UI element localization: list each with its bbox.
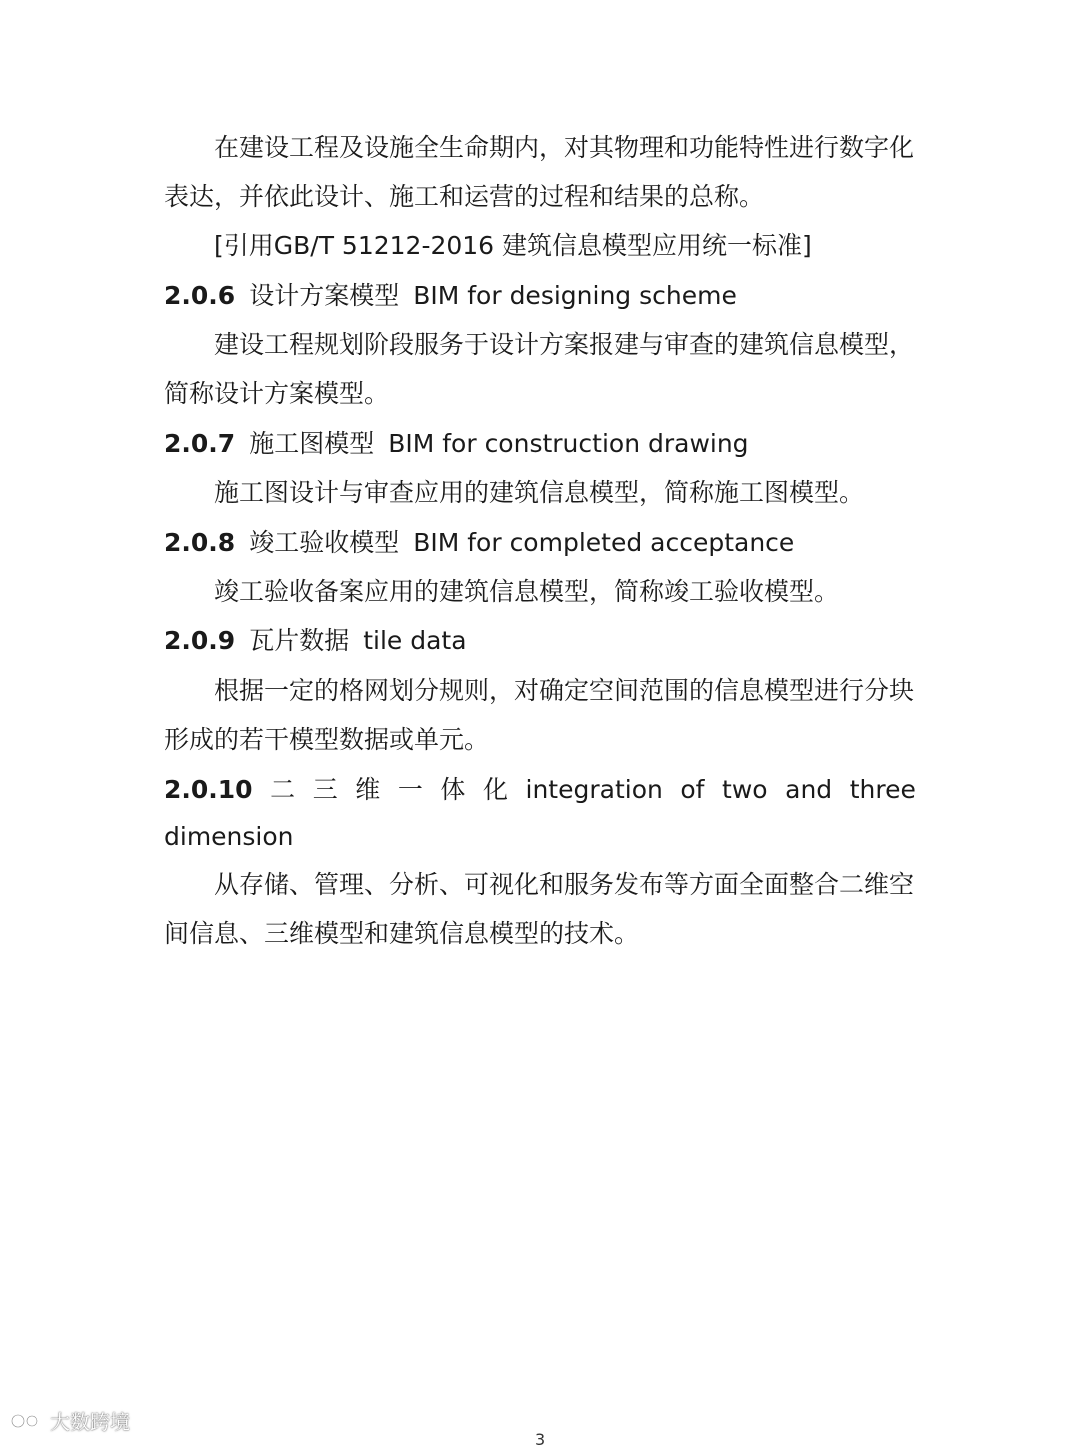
term-english-word: two [722, 775, 768, 804]
page-number: 3 [535, 1430, 546, 1449]
clause-2-0-9-definition-1: 根据一定的格网划分规则，对确定空间范围的信息模型进行分块 [214, 676, 915, 705]
clause-2-0-7-definition-1: 施工图设计与审查应用的建筑信息模型，简称施工图模型。 [214, 478, 865, 507]
clause-2-0-10-definition-1: 从存储、管理、分析、可视化和服务发布等方面全面整合二维空 [214, 870, 915, 899]
clause-2-0-10-term-continued: dimension [164, 822, 294, 851]
clause-number: 2.0.6 [164, 281, 236, 310]
term-english: BIM for designing scheme [413, 281, 737, 310]
intro-line-1: 在建设工程及设施全生命期内，对其物理和功能特性进行数字化 [214, 133, 915, 162]
clause-heading-2-0-6 [164, 279, 737, 313]
intro-line-2: 表达，并依此设计、施工和运营的过程和结果的总称。 [164, 182, 765, 211]
term-english: BIM for construction drawing [388, 429, 749, 458]
term-chinese: 瓦片数据 [249, 626, 350, 655]
clause-2-0-6-definition-1: 建设工程规划阶段服务于设计方案报建与审查的建筑信息模型， [214, 330, 915, 359]
clause-heading-2-0-7 [164, 427, 749, 461]
clause-number: 2.0.8 [164, 528, 236, 557]
term-english-word: integration [525, 775, 663, 804]
clause-2-0-9-definition-2: 形成的若干模型数据或单元。 [164, 725, 490, 754]
clause-2-0-10-definition-2: 间信息、三维模型和建筑信息模型的技术。 [164, 919, 640, 948]
clause-number: 2.0.7 [164, 429, 236, 458]
clause-number: 2.0.10 [164, 775, 253, 804]
term-chinese-char: 化 [482, 775, 508, 804]
clause-2-0-6-definition-2: 简称设计方案模型。 [164, 379, 390, 408]
clause-heading-2-0-9 [164, 624, 467, 658]
term-chinese-char: 体 [440, 775, 466, 804]
clause-number: 2.0.9 [164, 626, 236, 655]
term-english-word: three [849, 775, 916, 804]
clause-2-0-8-definition-1: 竣工验收备案应用的建筑信息模型，简称竣工验收模型。 [214, 577, 840, 606]
term-chinese-char: 一 [397, 775, 423, 804]
watermark [10, 1406, 130, 1435]
term-chinese-char: 维 [355, 775, 381, 804]
clause-heading-2-0-8 [164, 526, 794, 560]
citation: [引用GB/T 51212-2016 建筑信息模型应用统一标准] [214, 231, 812, 260]
term-chinese: 竣工验收模型 [249, 528, 400, 557]
term-english: tile data [363, 626, 467, 655]
watermark-text: 大数跨境 [50, 1410, 130, 1434]
term-chinese: 设计方案模型 [249, 281, 400, 310]
term-chinese-char: 二 [270, 775, 296, 804]
watermark-logo-icon [10, 1410, 44, 1432]
term-english: BIM for completed acceptance [413, 528, 795, 557]
term-english-word: and [785, 775, 833, 804]
term-chinese: 施工图模型 [249, 429, 375, 458]
clause-heading-2-0-10 [164, 773, 916, 807]
term-english-word: of [680, 775, 705, 804]
term-chinese-char: 三 [312, 775, 338, 804]
